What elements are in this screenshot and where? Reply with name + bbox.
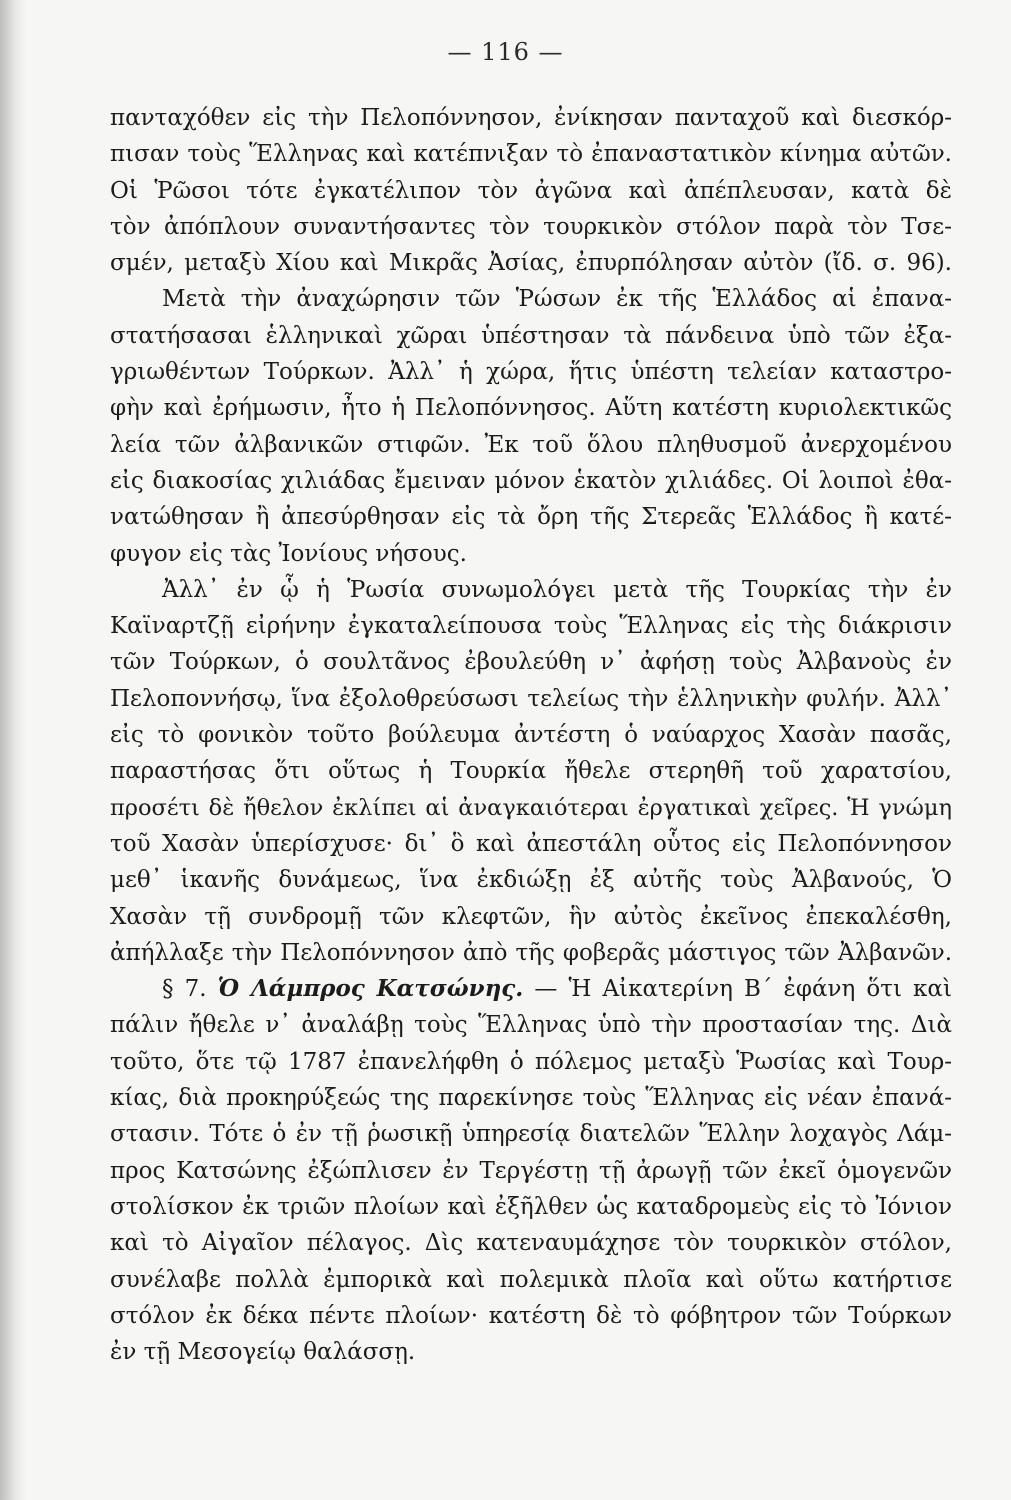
- text-line: τοῦ Χασὰν ὑπερίσχυσε· δι᾽ ὃ καὶ ἀπεστάλη οὗτος εἰς Πελοπόννησον: [110, 830, 952, 857]
- text-line: γριωθέντων Τούρκων. Ἀλλ᾽ ἡ χώρα, ἥτις ὑπέστη τελείαν καταστρο-: [110, 359, 952, 386]
- text-line: κίας, διὰ προκηρύξεώς της παρεκίνησε τοὺς Ἕλληνας εἰς νέαν ἐπανά-: [110, 1085, 952, 1112]
- page-number: — 116 —: [447, 38, 564, 66]
- text-line: Χασὰν τῇ συνδρομῇ τῶν κλεφτῶν, ἣν αὐτὸς ἐκεῖνος ἐπεκαλέσθη,: [110, 903, 952, 930]
- text-line: στόλον ἐκ δέκα πέντε πλοίων· κατέστη δὲ τὸ φόβητρον τῶν Τούρκων: [110, 1302, 952, 1329]
- text-line: Καϊναρτζῇ εἰρήνην ἐγκαταλείπουσα τοὺς Ἕλληνας εἰς τὴς διάκρισιν: [110, 613, 952, 640]
- text-line: ἀπήλλαξε τὴν Πελοπόννησον ἀπὸ τῆς φοβερᾶς μάστιγος τῶν Ἀλβανῶν.: [110, 939, 952, 966]
- body-text: [110, 100, 952, 1370]
- text-line: Ἀλλ᾽ ἐν ᾧ ἡ Ῥωσία συνωμολόγει μετὰ τῆς Τουρκίας τὴν ἐν: [162, 576, 952, 603]
- text-line: εἰς τὸ φονικὸν τοῦτο βούλευμα ἀντέστη ὁ ναύαρχος Χασὰν πασᾶς,: [110, 722, 952, 749]
- section-heading-line: [110, 971, 952, 1007]
- text-line: Οἱ Ῥῶσοι τότε ἐγκατέλιπον τὸν ἀγῶνα καὶ ἀπέπλευσαν, κατὰ δὲ: [110, 177, 952, 204]
- text-line: τὸν ἀπόπλουν συναντήσαντες τὸν τουρκικὸν στόλον παρὰ τὸν Τσε-: [110, 213, 952, 240]
- text-line: μεθ᾽ ἱκανῆς δυνάμεως, ἵνα ἐκδιώξῃ ἐξ αὐτῆς τοὺς Ἀλβανούς, Ὁ: [110, 867, 952, 894]
- text-line: ἐν τῇ Μεσογείῳ θαλάσσῃ.: [110, 1339, 416, 1366]
- text-line: συνέλαβε πολλὰ ἐμπορικὰ καὶ πολεμικὰ πλοῖα καὶ οὕτω κατήρτισε: [110, 1266, 952, 1293]
- text-line: φυγον εἰς τὰς Ἰονίους νήσους.: [110, 540, 467, 567]
- text-line: προσέτι δὲ ἤθελον ἐκλίπει αἱ ἀναγκαιότεραι ἐργατικαὶ χεῖρες. Ἡ γνώμη: [110, 794, 952, 821]
- text-line: τοῦτο, ὅτε τῷ 1787 ἐπανελήφθη ὁ πόλεμος μεταξὺ Ῥωσίας καὶ Τουρ-: [110, 1048, 952, 1075]
- spine-shadow: [0, 0, 26, 1500]
- section-number: § 7.: [162, 976, 218, 1003]
- text-line: προς Κατσώνης ἐξώπλισεν ἐν Τεργέστῃ τῇ ἀρωγῇ τῶν ἐκεῖ ὁμογενῶν: [110, 1157, 952, 1184]
- text-line: στολίσκον ἐκ τριῶν πλοίων καὶ ἐξῆλθεν ὡς καταδρομεὺς εἰς τὸ Ἰόνιον: [110, 1193, 952, 1220]
- text-line: Μετὰ τὴν ἀναχώρησιν τῶν Ῥώσων ἐκ τῆς Ἑλλάδος αἱ ἐπανα-: [162, 286, 952, 313]
- text-line: νατώθησαν ἢ ἀπεσύρθησαν εἰς τὰ ὄρη τῆς Στερεᾶς Ἑλλάδος ἢ κατέ-: [110, 504, 952, 531]
- text-line: στασιν. Τότε ὁ ἐν τῇ ῥωσικῇ ὑπηρεσίᾳ διατελῶν Ἕλλην λοχαγὸς Λάμ-: [110, 1121, 952, 1148]
- text-line: πανταχόθεν εἰς τὴν Πελοπόννησον, ἐνίκησαν πανταχοῦ καὶ διεσκόρ-: [110, 105, 952, 131]
- text-line: πάλιν ἤθελε ν᾽ ἀναλάβῃ τοὺς Ἕλληνας ὑπὸ τὴν προστασίαν της. Διὰ: [110, 1012, 952, 1039]
- section-title: Ὁ Λάμπρος Κατσώνης.: [217, 975, 524, 1003]
- text-line: παραστήσας ὅτι οὕτως ἡ Τουρκία ἤθελε στερηθῆ τοῦ χαρατσίου,: [110, 758, 952, 785]
- text-line: πισαν τοὺς Ἕλληνας καὶ κατέπνιξαν τὸ ἐπαναστατικὸν κίνημα αὐτῶν.: [110, 141, 952, 168]
- text-line: σμέν, μεταξὺ Χίου καὶ Μικρᾶς Ἀσίας, ἐπυρπόλησαν αὐτὸν (ἴδ. σ. 96).: [110, 250, 952, 277]
- text-line: στατήσασαι ἑλληνικαὶ χῶραι ὑπέστησαν τὰ πάνδεινα ὑπὸ τῶν ἐξα-: [110, 322, 952, 349]
- text-line: τῶν Τούρκων, ὁ σουλτᾶνος ἐβουλεύθη ν᾽ ἀφήσῃ τοὺς Ἀλβανοὺς ἐν: [110, 649, 952, 676]
- text-line: εἰς διακοσίας χιλιάδας ἔμειναν μόνον ἑκατὸν χιλιάδες. Οἱ λοιποὶ ἐθα-: [110, 467, 952, 494]
- text-line: φὴν καὶ ἐρήμωσιν, ἦτο ἡ Πελοπόννησος. Αὕτη κατέστη κυριολεκτικῶς: [110, 395, 952, 422]
- text-line: Πελοποννήσῳ, ἵνα ἐξολοθρεύσωσι τελείως τὴν ἑλληνικὴν φυλήν. Ἀλλ᾽: [110, 685, 952, 712]
- section-text: — Ἡ Αἰκατερίνη Β΄ ἐφάνη ὅτι καὶ: [523, 976, 952, 1003]
- text-line: λεία τῶν ἀλβανικῶν στιφῶν. Ἐκ τοῦ ὅλου πληθυσμοῦ ἀνερχομένου: [110, 431, 952, 458]
- text-line: καὶ τὸ Αἰγαῖον πέλαγος. Δὶς κατεναυμάχησε τὸν τουρκικὸν στόλον,: [110, 1230, 952, 1257]
